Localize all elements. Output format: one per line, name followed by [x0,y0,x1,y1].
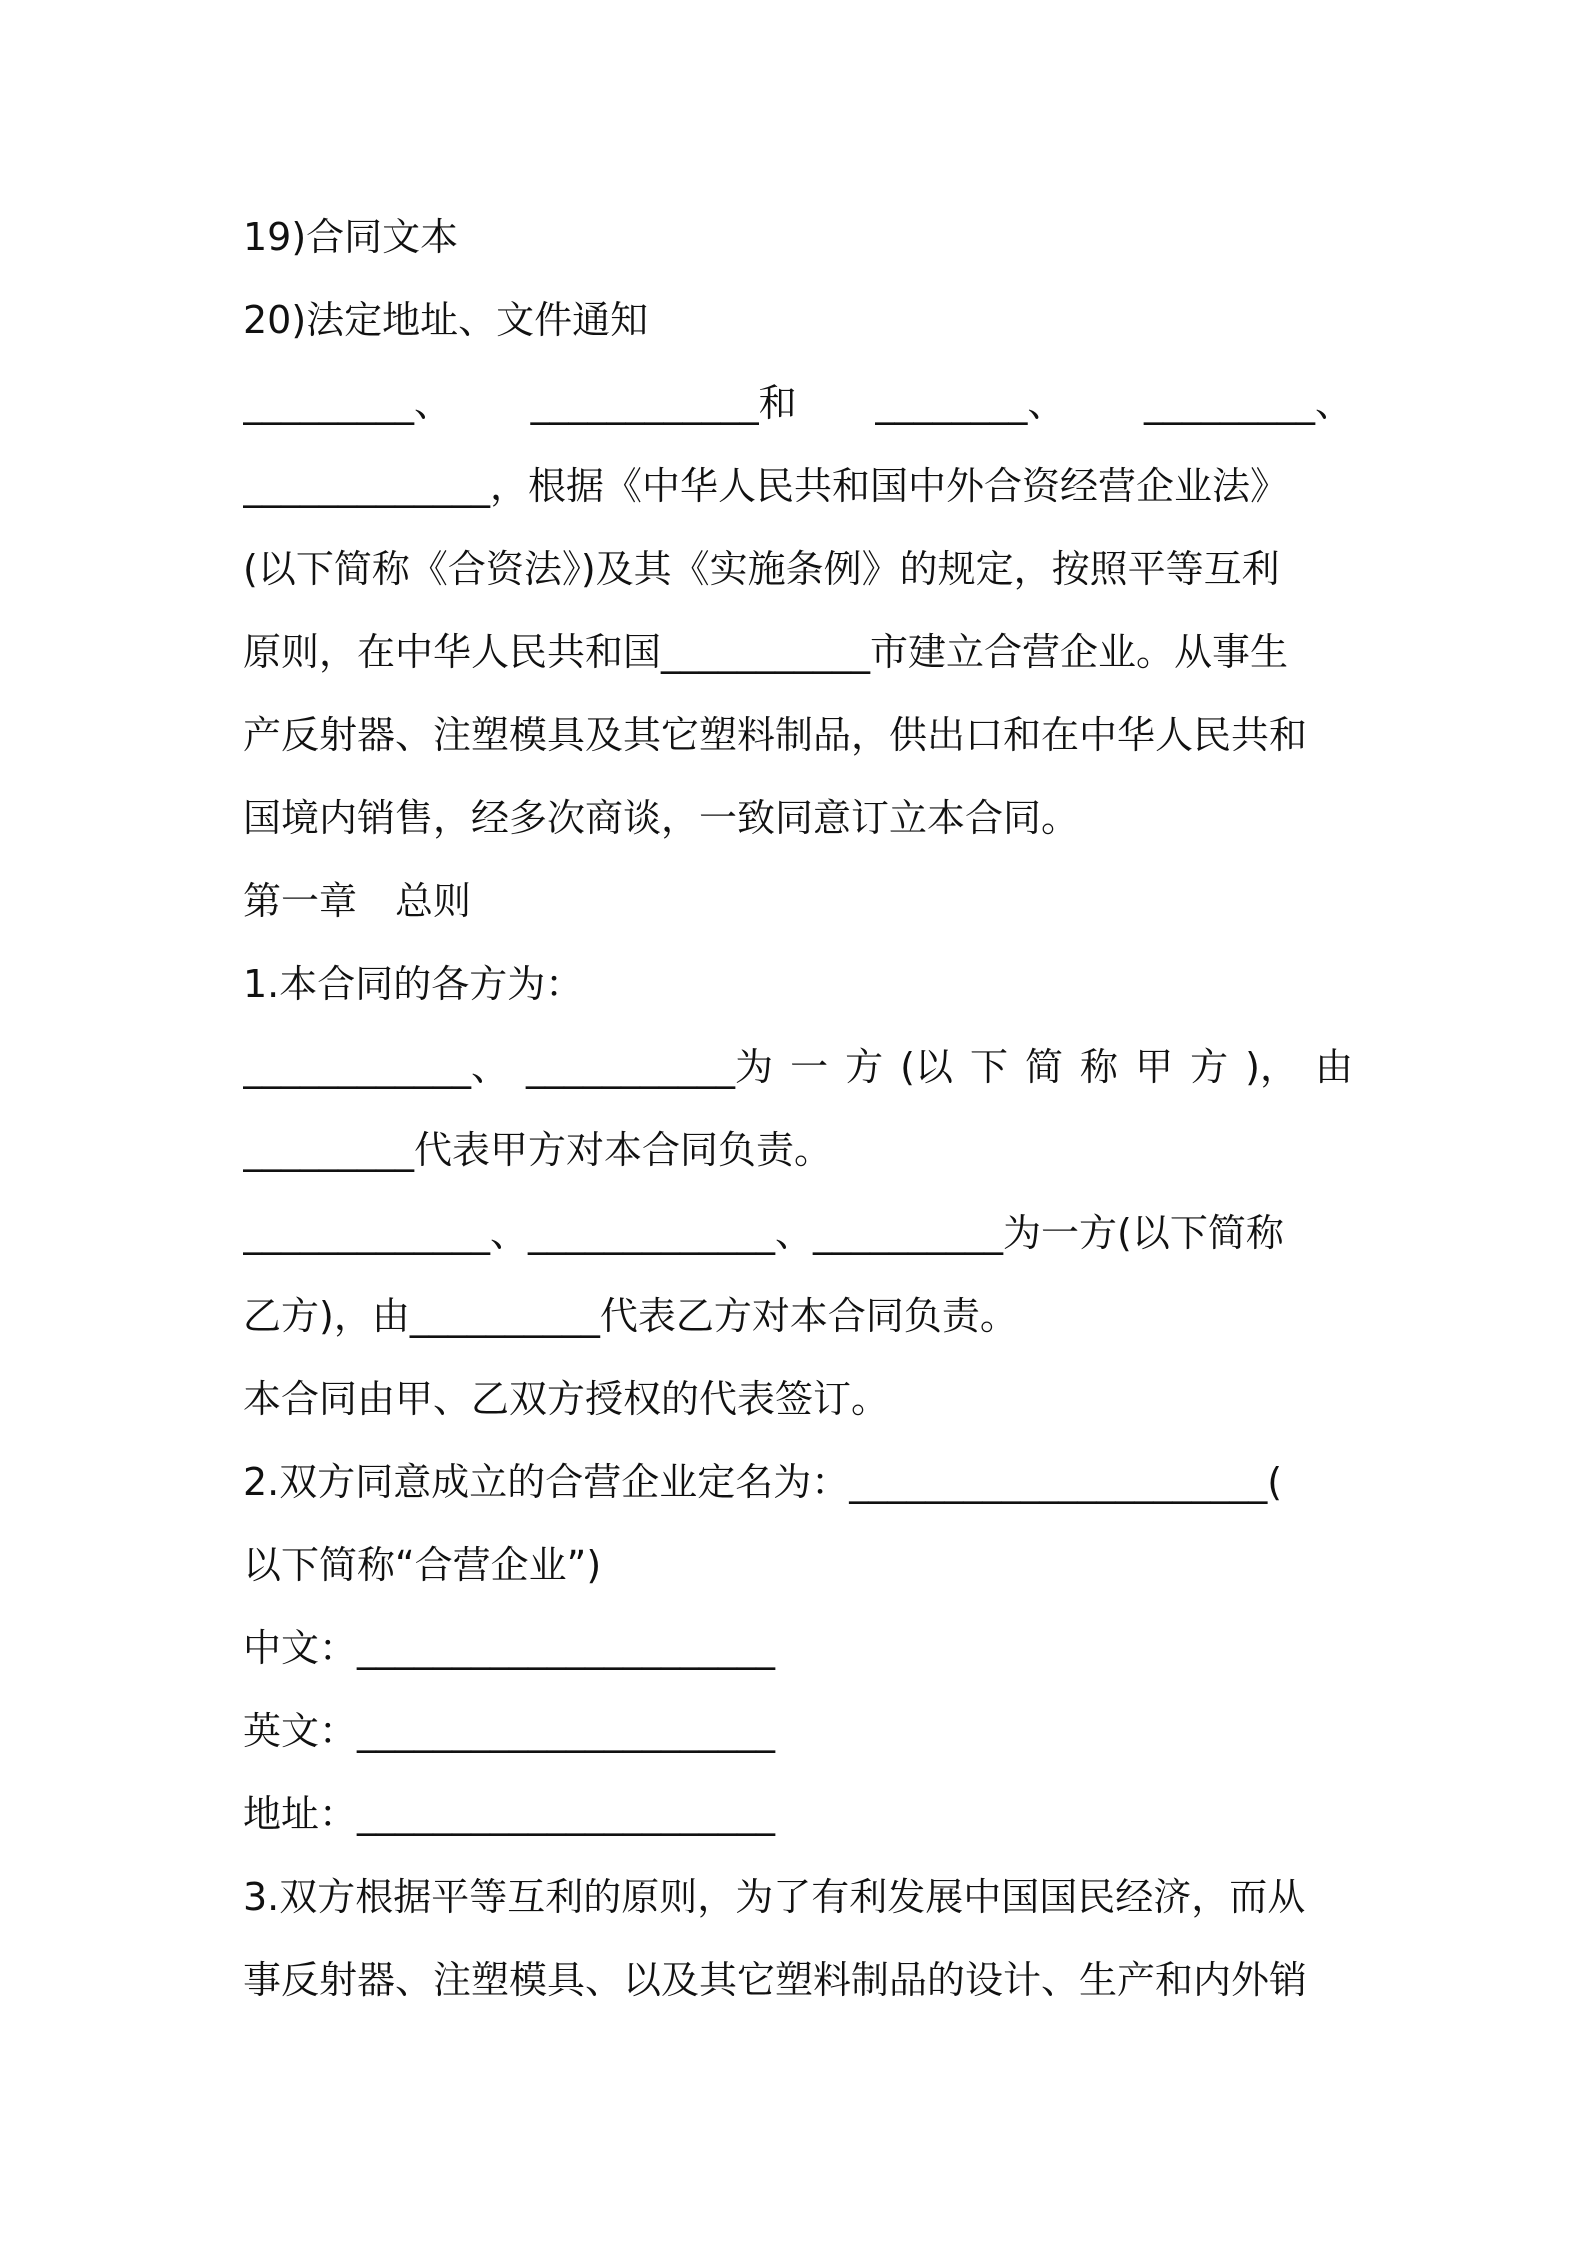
justified-segment: 方 [845,1045,884,1089]
text-line: 乙方)，由__________代表乙方对本合同负责。 [243,1294,1018,1338]
text-line: 本合同由甲、乙双方授权的代表签订。 [243,1377,890,1421]
field-english-name: 英文：______________________ [243,1709,776,1753]
text-line: 原则，在中华人民共和国___________市建立合营企业。从事生 [243,630,1289,674]
justified-segment: 方 [1190,1045,1229,1089]
text-line: 国境内销售，经多次商谈，一致同意订立本合同。 [243,796,1080,840]
field-chinese-name: 中文：______________________ [243,1626,776,1670]
text-line: _________代表甲方对本合同负责。 [243,1128,833,1172]
justified-segment: 甲 [1135,1045,1174,1089]
justified-segment: )， [1245,1045,1298,1089]
text-line-party-a [243,1026,1353,1109]
text-line: _____________、_____________、__________为一方(以下简称 [243,1211,1284,1255]
justified-segment: 简 [1025,1045,1064,1089]
text-line-blanks [243,362,1353,445]
text-line: _____________，根据《中华人民共和国中外合资经营企业法》 [243,464,1289,508]
text-line: 以下简称“合营企业”) [243,1543,602,1587]
justified-segment: (以 [900,1045,953,1089]
text-line: 20)法定地址、文件通知 [243,298,649,342]
text-line: 事反射器、注塑模具、以及其它塑料制品的设计、生产和内外销 [243,1958,1308,2002]
text-line: (以下简称《合资法》)及其《实施条例》的规定，按照平等互利 [243,547,1280,591]
document-body [243,196,1353,2022]
field-address: 地址：______________________ [243,1792,776,1836]
clause-heading: 3.双方根据平等互利的原则，为了有利发展中国国民经济，而从 [243,1875,1306,1919]
blank-segment: _________、 [243,381,453,425]
blank-segment: ____________和 [530,381,797,425]
text-line: 产反射器、注塑模具及其它塑料制品，供出口和在中华人民共和 [243,713,1308,757]
justified-segment: ___________为 [526,1045,774,1089]
blank-segment: ________、 [875,381,1066,425]
chapter-heading: 第一章 总则 [243,879,472,923]
justified-segment: 下 [969,1045,1008,1089]
blank-segment: _________、 [1143,381,1353,425]
clause-heading: 2.双方同意成立的合营企业定名为：______________________( [243,1460,1283,1504]
text-line: 19)合同文本 [243,215,459,259]
justified-segment: 称 [1080,1045,1119,1089]
justified-segment: 由 [1314,1045,1353,1089]
clause-heading: 1.本合同的各方为： [243,962,584,1006]
justified-segment: ____________、 [243,1045,510,1089]
justified-segment: 一 [790,1045,829,1089]
